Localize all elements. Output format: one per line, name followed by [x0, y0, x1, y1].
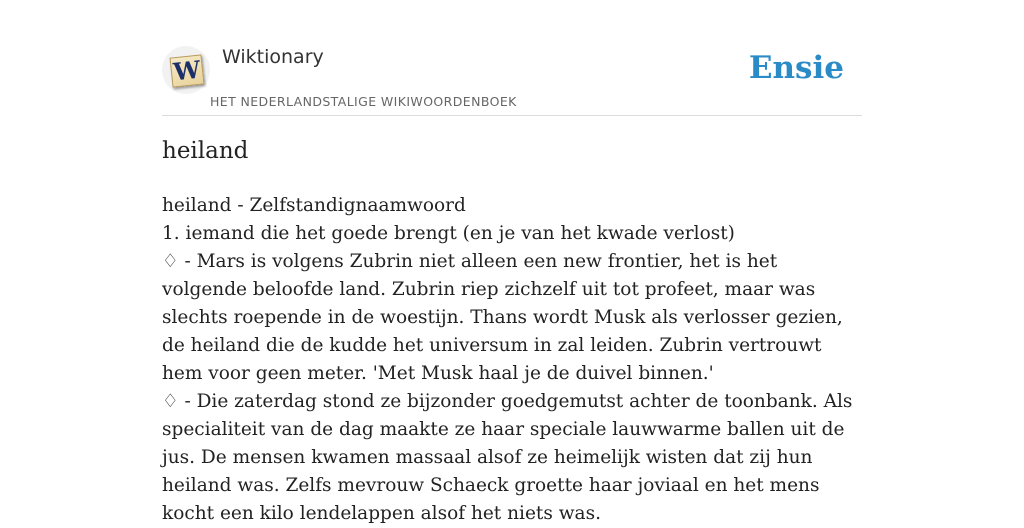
word-class-line: heiland - Zelfstandignaamwoord [162, 195, 466, 216]
definition: 1. iemand die het goede brengt (en je van het kwade verlost) [162, 223, 735, 244]
logo-tile-icon: W [170, 54, 205, 87]
ensie-brand-link[interactable]: Ensie [748, 50, 844, 86]
example-1: ♢ - Mars is volgens Zubrin niet alleen een new frontier, het is het volgende beloofde land. Zubrin riep zichzelf uit tot profeet, maar was slechts roepende in de woestijn. Thans wordt Musk als verlosser gezien, de heiland die de kudde het universum in zal leiden. Zubrin vertrouwt hem voor geen meter. 'Met Musk haal je de duivel binnen.' [162, 251, 843, 384]
entry-body [162, 192, 862, 528]
site-header [162, 40, 862, 116]
example-2: ♢ - Die zaterdag stond ze bijzonder goedgemutst achter de toonbank. Als specialiteit van de dag maakte ze haar speciale lauwwarme ballen uit de jus. De mensen kwamen massaal alsof ze heimelijk wisten dat zij hun heiland was. Zelfs mevrouw Schaeck groette haar joviaal en het mens kocht een kilo lendelappen alsof het niets was. [162, 391, 853, 524]
site-name-link[interactable]: Wiktionary [222, 46, 324, 68]
site-subtitle: HET NEDERLANDSTALIGE WIKIWOORDENBOEK [210, 94, 517, 109]
wiktionary-logo[interactable] [162, 46, 210, 94]
entry-title: heiland [162, 138, 249, 164]
